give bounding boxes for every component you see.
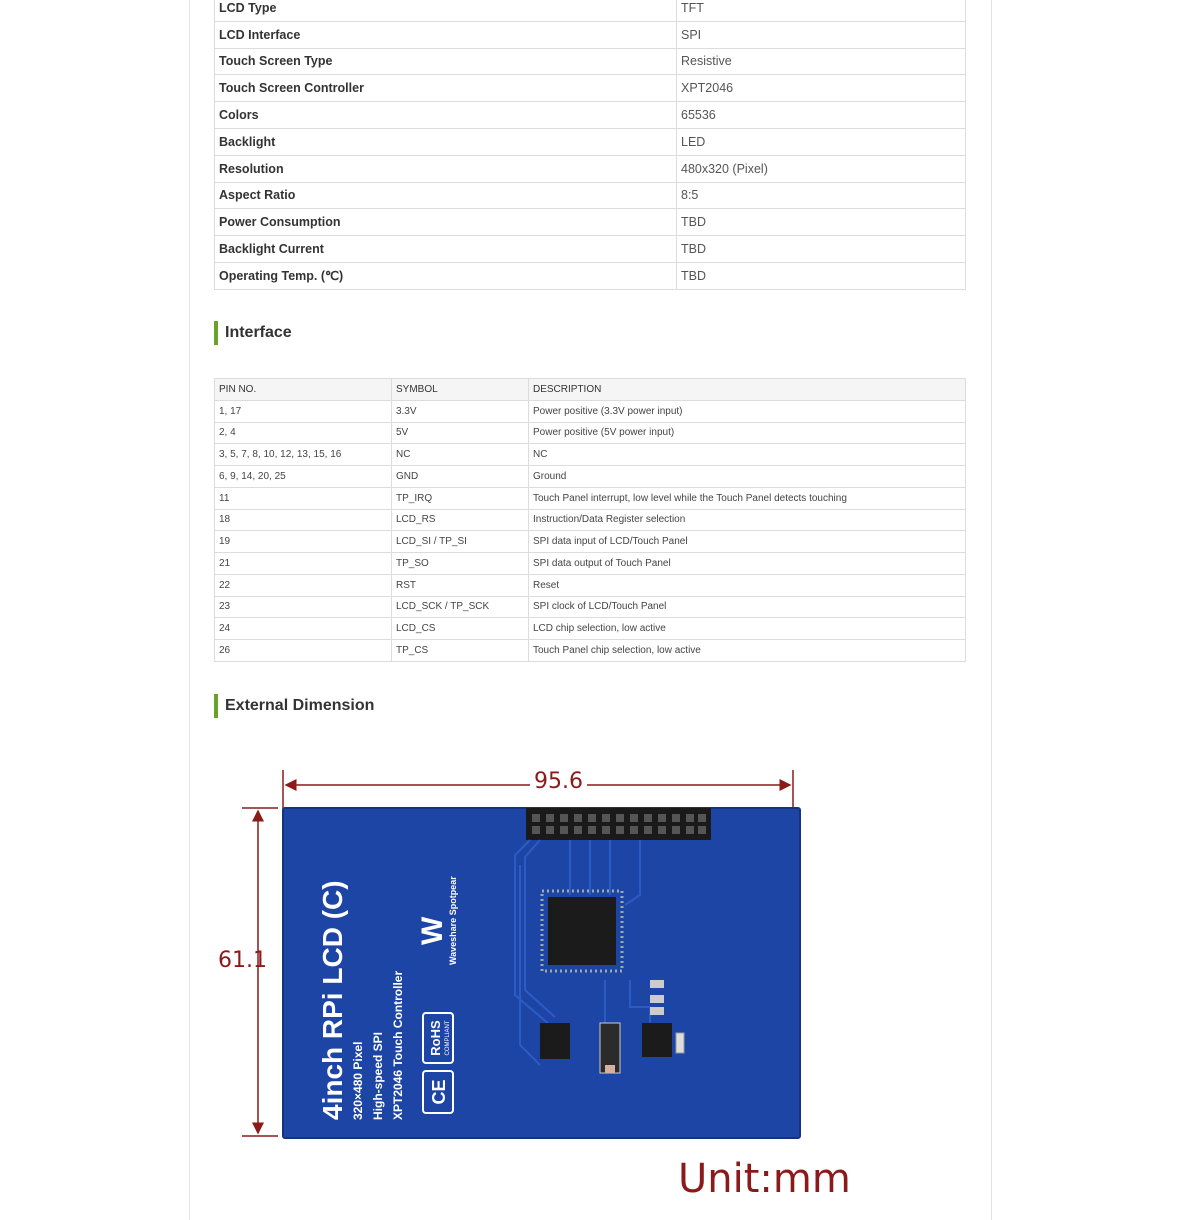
pin-number: 2, 4 — [215, 422, 392, 444]
pin-table — [214, 378, 966, 662]
pin-description: SPI clock of LCD/Touch Panel — [529, 596, 966, 618]
pin-symbol: 3.3V — [392, 400, 529, 422]
pin-number: 3, 5, 7, 8, 10, 12, 13, 15, 16 — [215, 444, 392, 466]
pin-header: PIN NO. — [215, 379, 392, 401]
spec-key: Backlight Current — [215, 236, 677, 263]
pin-description: Reset — [529, 574, 966, 596]
spec-value: Resistive — [677, 48, 966, 75]
pin-row — [215, 509, 966, 531]
pin-symbol: LCD_RS — [392, 509, 529, 531]
spec-row — [215, 236, 966, 263]
spec-value: TBD — [677, 262, 966, 289]
board-line1: 320×480 Pixel — [351, 1041, 365, 1120]
spec-key: Backlight — [215, 128, 677, 155]
pin-number: 1, 17 — [215, 400, 392, 422]
rohs-mark — [423, 1013, 453, 1063]
spec-key: Aspect Ratio — [215, 182, 677, 209]
height-value: 61.1 — [218, 948, 267, 973]
spec-key: Touch Screen Controller — [215, 75, 677, 102]
pin-symbol: RST — [392, 574, 529, 596]
dimension-figure — [210, 745, 870, 1205]
pin-row — [215, 487, 966, 509]
small-chip — [540, 1023, 570, 1059]
heading-accent-bar — [214, 321, 218, 345]
regulator-chip — [642, 1023, 672, 1057]
board-title: 4inch RPi LCD (C) — [317, 880, 348, 1120]
pin-description: Ground — [529, 466, 966, 488]
pin-description: Touch Panel interrupt, low level while the Touch Panel detects touching — [529, 487, 966, 509]
spec-value: TFT — [677, 0, 966, 21]
board-drawing — [210, 745, 870, 1205]
pin-number: 11 — [215, 487, 392, 509]
interface-heading — [214, 321, 292, 345]
spec-key: LCD Interface — [215, 21, 677, 48]
symbol-header: SYMBOL — [392, 379, 529, 401]
controller-chip — [548, 897, 616, 965]
pin-number: 23 — [215, 596, 392, 618]
pin-symbol: TP_SO — [392, 553, 529, 575]
pin-row — [215, 553, 966, 575]
pin-description: SPI data input of LCD/Touch Panel — [529, 531, 966, 553]
spec-row — [215, 75, 966, 102]
external-dimension-heading — [214, 694, 374, 718]
board-line3: XPT2046 Touch Controller — [391, 970, 405, 1120]
interface-heading-text: Interface — [225, 324, 292, 341]
spec-key: Resolution — [215, 155, 677, 182]
board-line2: High-speed SPI — [371, 1031, 385, 1120]
spec-value: 65536 — [677, 102, 966, 129]
pin-description: Power positive (5V power input) — [529, 422, 966, 444]
pin-symbol: GND — [392, 466, 529, 488]
pin-number: 19 — [215, 531, 392, 553]
spec-key: Power Consumption — [215, 209, 677, 236]
spec-key: Colors — [215, 102, 677, 129]
pin-description: Instruction/Data Register selection — [529, 509, 966, 531]
spec-row — [215, 155, 966, 182]
pin-row — [215, 444, 966, 466]
pin-number: 26 — [215, 640, 392, 662]
spec-key: Touch Screen Type — [215, 48, 677, 75]
spec-value: XPT2046 — [677, 75, 966, 102]
spec-value: LED — [677, 128, 966, 155]
spec-row — [215, 128, 966, 155]
pin-row — [215, 640, 966, 662]
pin-description: SPI data output of Touch Panel — [529, 553, 966, 575]
svg-text:CE: CE — [429, 1079, 449, 1105]
pin-row — [215, 574, 966, 596]
pin-description: NC — [529, 444, 966, 466]
pin-symbol: TP_CS — [392, 640, 529, 662]
description-header: DESCRIPTION — [529, 379, 966, 401]
pin-number: 6, 9, 14, 20, 25 — [215, 466, 392, 488]
spec-row — [215, 102, 966, 129]
svg-text:COMPLIANT: COMPLIANT — [445, 1020, 451, 1056]
pin-number: 24 — [215, 618, 392, 640]
spec-row — [215, 0, 966, 21]
pin-symbol: LCD_SI / TP_SI — [392, 531, 529, 553]
spec-row — [215, 48, 966, 75]
spec-table — [214, 0, 966, 290]
spec-row — [215, 262, 966, 289]
pin-symbol: NC — [392, 444, 529, 466]
brand-label: Waveshare Spotpear — [448, 876, 458, 965]
pin-symbol: LCD_SCK / TP_SCK — [392, 596, 529, 618]
pin-description: Power positive (3.3V power input) — [529, 400, 966, 422]
heading-accent-bar — [214, 694, 218, 718]
pin-row — [215, 466, 966, 488]
pin-symbol: 5V — [392, 422, 529, 444]
spec-key: LCD Type — [215, 0, 677, 21]
spec-key: Operating Temp. (℃) — [215, 262, 677, 289]
spec-value: 8:5 — [677, 182, 966, 209]
pin-row — [215, 618, 966, 640]
spec-value: TBD — [677, 209, 966, 236]
external-dimension-heading-text: External Dimension — [225, 697, 375, 714]
pin-row — [215, 400, 966, 422]
pin-symbol: TP_IRQ — [392, 487, 529, 509]
pin-row — [215, 531, 966, 553]
pin-description: Touch Panel chip selection, low active — [529, 640, 966, 662]
pin-header-connector — [526, 808, 711, 840]
pin-table-header-row — [215, 379, 966, 401]
pin-row — [215, 422, 966, 444]
width-value: 95.6 — [530, 769, 587, 794]
pin-number: 18 — [215, 509, 392, 531]
pin-number: 21 — [215, 553, 392, 575]
unit-label: Unit:mm — [678, 1156, 851, 1202]
pin-symbol: LCD_CS — [392, 618, 529, 640]
waveshare-logo — [416, 916, 449, 945]
pin-number: 22 — [215, 574, 392, 596]
svg-text:RoHS: RoHS — [428, 1020, 443, 1056]
spec-row — [215, 21, 966, 48]
spec-value: SPI — [677, 21, 966, 48]
pin-description: LCD chip selection, low active — [529, 618, 966, 640]
spec-row — [215, 209, 966, 236]
pin-row — [215, 596, 966, 618]
spec-value: TBD — [677, 236, 966, 263]
svg-text:W: W — [416, 916, 449, 945]
spec-row — [215, 182, 966, 209]
spec-value: 480x320 (Pixel) — [677, 155, 966, 182]
